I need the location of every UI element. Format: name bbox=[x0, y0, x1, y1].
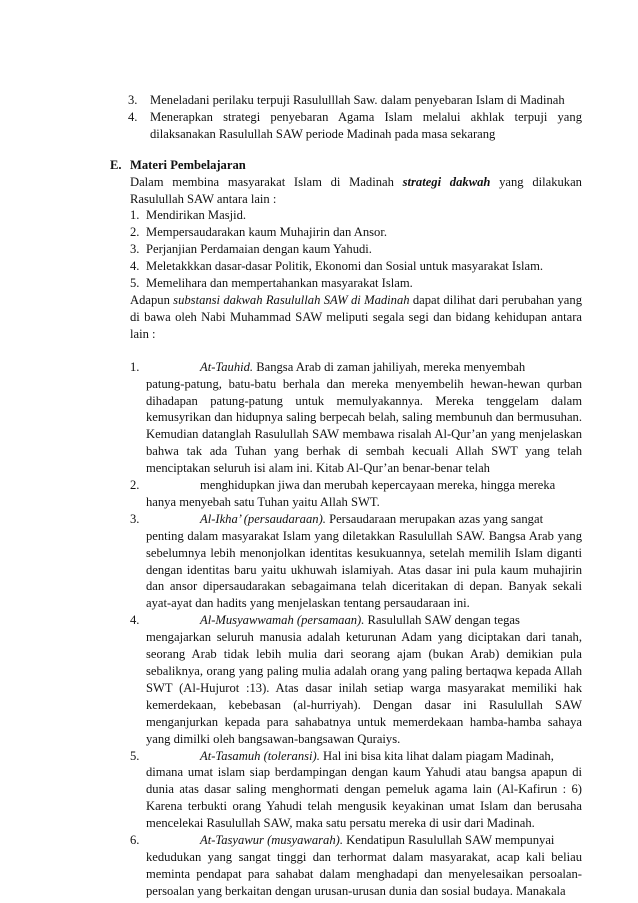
list-number: 4. bbox=[130, 259, 140, 274]
intro-emphasis: strategi dakwah bbox=[402, 174, 491, 189]
list-number: 5. bbox=[130, 276, 140, 291]
para-text: Adapun bbox=[130, 292, 174, 307]
list-number: 3. bbox=[128, 93, 138, 107]
list-text: Menerapkan strategi penyebaran Agama Islam melalui akhlak terpuji yang dilaksanakan Rasulullah SAW periode Madinah pada masa sekarang bbox=[150, 109, 582, 141]
section-title: Materi Pembelajaran bbox=[130, 157, 246, 172]
list-item bbox=[130, 224, 582, 241]
list-text: Memelihara dan mempertahankan masyarakat Islam. bbox=[146, 276, 413, 291]
list-text: Mendirikan Masjid. bbox=[146, 208, 247, 223]
item-first-line: Bangsa Arab di zaman jahiliyah, mereka menyembah bbox=[253, 359, 526, 374]
list-item bbox=[130, 258, 582, 275]
item-body: hanya menyebah satu Tuhan yaitu Allah SWT. bbox=[146, 494, 380, 509]
substance-item-1 bbox=[130, 359, 582, 477]
spacer bbox=[130, 343, 582, 359]
section-letter: E. bbox=[110, 157, 122, 172]
list-text: Meneladani perilaku terpuji Rasululllah Saw. dalam penyebaran Islam di Madinah bbox=[150, 93, 565, 107]
list-item bbox=[130, 275, 582, 292]
item-term: At-Tasamuh (toleransi). bbox=[200, 748, 320, 763]
item-number: 2. bbox=[130, 478, 140, 493]
list-number: 3. bbox=[130, 242, 140, 257]
list-number: 1. bbox=[130, 208, 140, 223]
item-body: kedudukan yang sangat tinggi dan terhormat dalam masyarakat, acap kali beliau meminta pendapat para sahabat dalam menghadapi dan menyelesaikan persoalan-persoalan yang berkaitan dengan urusan-urusan dunia dan sosial budaya. Manakala bbox=[146, 849, 582, 898]
item-first-line: Rasulullah SAW dengan tegas bbox=[364, 613, 520, 628]
item-term: Al-Musyawwamah (persamaan). bbox=[200, 613, 365, 628]
list-text: Mempersaudarakan kaum Muhajirin dan Ansor. bbox=[146, 225, 387, 240]
substance-item-5 bbox=[130, 748, 582, 833]
item-first-line: Persaudaraan merupakan azas yang sangat bbox=[325, 511, 544, 526]
substance-list bbox=[130, 359, 582, 900]
list-text: Perjanjian Perdamaian dengan kaum Yahudi. bbox=[146, 242, 372, 257]
item-first-line: menghidupkan jiwa dan merubah kepercayaan mereka, hingga mereka bbox=[200, 478, 556, 493]
item-first-line: Hal ini bisa kita lihat dalam piagam Madinah, bbox=[319, 748, 554, 763]
section-heading bbox=[110, 157, 582, 174]
item-body: patung-patung, batu-batu berhala dan mereka menyembelih hewan-hewan qurban dihadapan patung-patung untuk memulyakannya. Mereka tenggelam dalam kemusyrikan dan hidupnya saling berpecah belah, saling membunuh dan bermusuhan. Kemudian datanglah Rasulullah SAW membawa risalah Al-Qur’an yang menjelaskan bahwa tak ada Tuhan yang berhak di sembah kecuali Allah SWT yang telah menciptakan seluruh isi alam ini. Kitab Al-Qur’an benar-benar telah bbox=[146, 376, 582, 476]
intro-text: Dalam membina masyarakat Islam di Madinah bbox=[130, 174, 403, 189]
list-item bbox=[128, 109, 582, 143]
item-term: At-Tasyawur (musyawarah). bbox=[200, 833, 343, 848]
substance-item-6 bbox=[130, 832, 582, 900]
para-emphasis: substansi dakwah Rasulullah SAW di Madinah bbox=[173, 292, 410, 307]
item-number: 1. bbox=[130, 359, 140, 374]
item-number: 6. bbox=[130, 833, 140, 848]
list-number: 4. bbox=[128, 109, 138, 124]
intro-text-end: yang dilakukan Rasulullah SAW antara lain : bbox=[130, 174, 582, 206]
item-body: dimana umat islam siap berdampingan dengan kaum Yahudi atau bangsa apapun di dunia atas dasar saling menghormati dengan pemeluk agama lain (Al-Kafirun : 6) Karena terbukti orang Yahudi telah mengusik keyakinan umat Islam dan berusaha mencelekai Rasulullah SAW, maka satu persatu mereka di usir dari Madinah. bbox=[146, 765, 582, 831]
list-item bbox=[130, 207, 582, 224]
list-text: Meletakkkan dasar-dasar Politik, Ekonomi dan Sosial untuk masyarakat Islam. bbox=[146, 259, 544, 274]
substance-paragraph bbox=[130, 292, 582, 343]
substance-item-2 bbox=[130, 477, 582, 511]
list-item bbox=[130, 241, 582, 258]
item-term: Al-Ikha’ (persaudaraan). bbox=[200, 511, 326, 526]
item-first-line: Kendatipun Rasulullah SAW mempunyai bbox=[342, 833, 555, 848]
item-number: 3. bbox=[130, 511, 140, 526]
intro-paragraph bbox=[130, 174, 582, 208]
item-number: 4. bbox=[130, 613, 140, 628]
substance-item-3 bbox=[130, 511, 582, 612]
strategy-list bbox=[130, 207, 582, 292]
para-text-end: dapat dilihat dari perubahan yang di bawa oleh Nabi Muhammad SAW meliputi segala segi dan bidang kehidupan antara lain : bbox=[130, 292, 582, 341]
list-item bbox=[128, 92, 582, 109]
section-e bbox=[110, 157, 582, 900]
item-number: 5. bbox=[130, 748, 140, 763]
substance-item-4 bbox=[130, 612, 582, 747]
item-body: penting dalam masyarakat Islam yang diletakkan Rasulullah SAW. Bangsa Arab yang sebelumnya lebih menonjolkan identitas kesukuannya, setelah memilih Islam diganti dengan identitas baru yaitu ukhuwah islamiyah. Atas dasar ini pula kaum muhajirin dan ansor dipersaudarakan sebagaimana telah diceritakan di depan. Banyak sekali ayat-ayat dan hadits yang menjelaskan tentang persaudaraan ini. bbox=[146, 528, 582, 611]
item-body: mengajarkan seluruh manusia adalah keturunan Adam yang diciptakan dari tanah, seorang Arab tidak lebih mulia dari seorang ajam (bukan Arab) demikian pula sebaliknya, orang yang paling mulia adalah orang yang paling bertaqwa kepada Allah SWT (Al-Hujurot :13). Atas dasar inilah setiap warga masyarakat memiliki hak kemerdekaan, kebebasan (al-hurriyah). Dengan dasar ini Rasulullah SAW menganjurkan kepada para sahabatnya untuk memerdekaan hamba-hamba sahaya yang dimilki oleh bangsawan-bangsawan Quraiys. bbox=[146, 630, 582, 746]
objectives-list bbox=[128, 92, 582, 143]
section-body bbox=[130, 174, 582, 900]
item-term: At-Tauhid. bbox=[200, 359, 254, 374]
list-number: 2. bbox=[130, 225, 140, 240]
